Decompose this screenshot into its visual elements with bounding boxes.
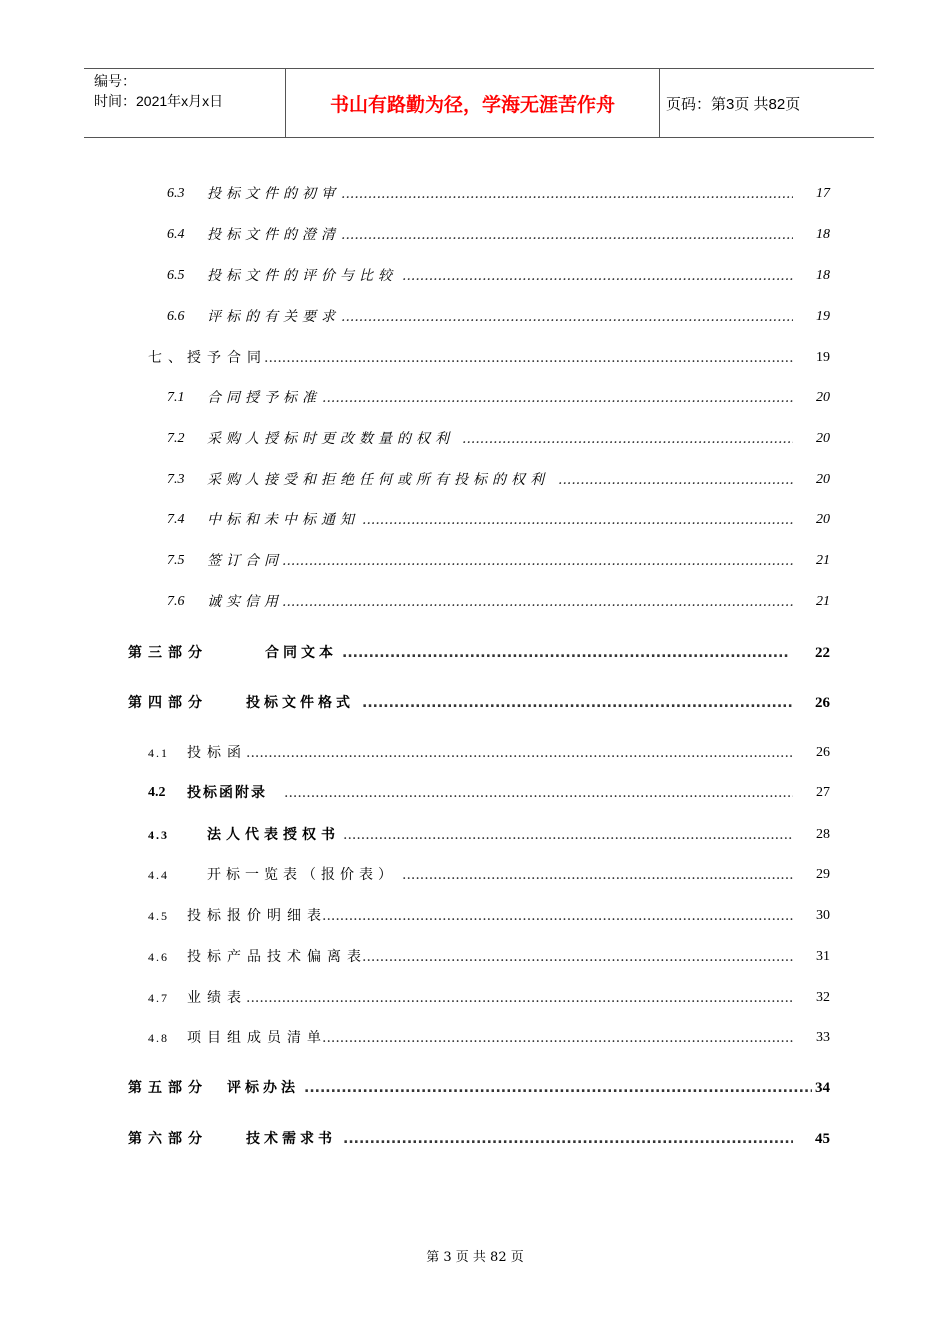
toc-page: 18 bbox=[816, 268, 830, 283]
toc-number: 7.4 bbox=[167, 512, 185, 527]
header-time-label: 时间：2021年x月x日 bbox=[94, 93, 224, 109]
toc-entry[interactable] bbox=[0, 742, 950, 764]
toc-number: 4.3 bbox=[148, 828, 169, 842]
toc-part-title: 评标办法 bbox=[227, 1080, 299, 1096]
toc-number: 7.1 bbox=[167, 390, 185, 405]
toc-page: 19 bbox=[816, 350, 830, 365]
toc-title: 投标函 bbox=[187, 745, 247, 761]
toc-title: 合同授予标准 bbox=[207, 390, 321, 406]
toc-page: 21 bbox=[816, 594, 830, 609]
header-motto-cell bbox=[285, 69, 660, 137]
toc-entry[interactable] bbox=[0, 946, 950, 968]
toc-title: 投标报价明细表 bbox=[187, 908, 327, 924]
toc-entry[interactable] bbox=[0, 1027, 950, 1049]
toc-page: 22 bbox=[815, 645, 830, 661]
toc-title: 投标产品技术偏离表 bbox=[187, 949, 367, 965]
toc-page: 28 bbox=[816, 827, 830, 842]
toc-title: 评标的有关要求 bbox=[207, 309, 340, 325]
toc-entry[interactable] bbox=[0, 224, 950, 246]
toc-entry[interactable] bbox=[0, 469, 950, 491]
toc-entry[interactable] bbox=[0, 591, 950, 613]
toc-title: 授予合同 bbox=[187, 350, 267, 366]
toc-entry[interactable] bbox=[0, 905, 950, 927]
toc-page: 34 bbox=[815, 1080, 830, 1096]
toc-entry[interactable] bbox=[0, 987, 950, 1009]
toc-page: 33 bbox=[816, 1030, 830, 1045]
toc-title: 开标一览表（报价表） bbox=[207, 867, 397, 883]
toc-part-title: 投标文件格式 bbox=[246, 695, 354, 711]
toc-entry[interactable] bbox=[0, 265, 950, 287]
toc-entry[interactable] bbox=[0, 824, 950, 846]
toc-part-title: 技术需求书 bbox=[246, 1131, 336, 1147]
toc-number: 4.5 bbox=[148, 909, 169, 923]
toc-part-entry[interactable] bbox=[0, 1128, 950, 1150]
toc-page: 18 bbox=[816, 227, 830, 242]
toc-title: 项目组成员清单 bbox=[187, 1030, 327, 1046]
toc-title: 投标函附录 bbox=[187, 785, 267, 801]
toc-page: 20 bbox=[816, 390, 830, 405]
toc-entry[interactable] bbox=[0, 782, 950, 804]
toc-part-number: 第三部分 bbox=[128, 645, 208, 661]
toc-number: 4.1 bbox=[148, 746, 169, 760]
toc-part-number: 第五部分 bbox=[128, 1080, 208, 1096]
toc-part-title: 合同文本 bbox=[265, 645, 337, 661]
toc-title: 投标文件的初审 bbox=[207, 186, 340, 202]
toc-entry[interactable] bbox=[0, 428, 950, 450]
toc-number: 7.2 bbox=[167, 431, 185, 446]
toc-part-entry[interactable] bbox=[0, 1077, 950, 1099]
toc-title: 中标和未中标通知 bbox=[207, 512, 359, 528]
toc-part-entry[interactable] bbox=[0, 642, 950, 664]
toc-title: 采购人授标时更改数量的权利 bbox=[207, 431, 454, 447]
toc-entry[interactable] bbox=[0, 509, 950, 531]
toc-part-number: 第四部分 bbox=[128, 695, 208, 711]
toc-page: 17 bbox=[816, 186, 830, 201]
toc-title: 签订合同 bbox=[207, 553, 283, 569]
page-footer: 第 3 页 共 82 页 bbox=[426, 1250, 524, 1265]
toc-page: 20 bbox=[816, 472, 830, 487]
toc-number: 7.5 bbox=[167, 553, 185, 568]
toc-page: 26 bbox=[816, 745, 830, 760]
toc-page: 29 bbox=[816, 867, 830, 882]
toc-page: 21 bbox=[816, 553, 830, 568]
toc-number: 7.6 bbox=[167, 594, 185, 609]
toc-number: 七、 bbox=[148, 350, 188, 366]
toc-number: 6.4 bbox=[167, 227, 185, 242]
toc-number: 4.4 bbox=[148, 868, 169, 882]
toc-page: 20 bbox=[816, 512, 830, 527]
toc-entry[interactable] bbox=[0, 864, 950, 886]
toc-title: 法人代表授权书 bbox=[207, 827, 340, 843]
header-left-block bbox=[94, 71, 284, 111]
toc-number: 4.8 bbox=[148, 1031, 169, 1045]
toc-number: 6.3 bbox=[167, 186, 185, 201]
toc-title: 采购人接受和拒绝任何或所有投标的权利 bbox=[207, 472, 549, 488]
toc-entry[interactable] bbox=[0, 550, 950, 572]
page-header bbox=[84, 68, 874, 138]
toc-number: 6.5 bbox=[167, 268, 185, 283]
toc-number: 7.3 bbox=[167, 472, 185, 487]
toc-title: 投标文件的评价与比较 bbox=[207, 268, 397, 284]
toc-page: 26 bbox=[815, 695, 830, 711]
header-number-label: 编号： bbox=[94, 73, 136, 89]
toc-title: 投标文件的澄清 bbox=[207, 227, 340, 243]
toc-page: 27 bbox=[816, 785, 830, 800]
header-motto: 书山有路勤为径，学海无涯苦作舟 bbox=[329, 93, 615, 116]
toc-page: 45 bbox=[815, 1131, 830, 1147]
toc-entry[interactable] bbox=[0, 347, 950, 369]
toc-page: 19 bbox=[816, 309, 830, 324]
toc-page: 20 bbox=[816, 431, 830, 446]
toc-entry[interactable] bbox=[0, 387, 950, 409]
toc-part-number: 第六部分 bbox=[128, 1131, 208, 1147]
toc-entry[interactable] bbox=[0, 183, 950, 205]
toc-page: 30 bbox=[816, 908, 830, 923]
toc-number: 4.7 bbox=[148, 991, 169, 1005]
toc-number: 4.6 bbox=[148, 950, 169, 964]
toc-page: 31 bbox=[816, 949, 830, 964]
header-page-info: 页码：第3页 共82页 bbox=[666, 96, 801, 113]
toc-number: 4.2 bbox=[148, 785, 166, 800]
toc-number: 6.6 bbox=[167, 309, 185, 324]
toc-page: 32 bbox=[816, 990, 830, 1005]
toc-entry[interactable] bbox=[0, 306, 950, 328]
toc-title: 业绩表 bbox=[187, 990, 247, 1006]
toc-part-entry[interactable] bbox=[0, 692, 950, 714]
toc-title: 诚实信用 bbox=[207, 594, 283, 610]
